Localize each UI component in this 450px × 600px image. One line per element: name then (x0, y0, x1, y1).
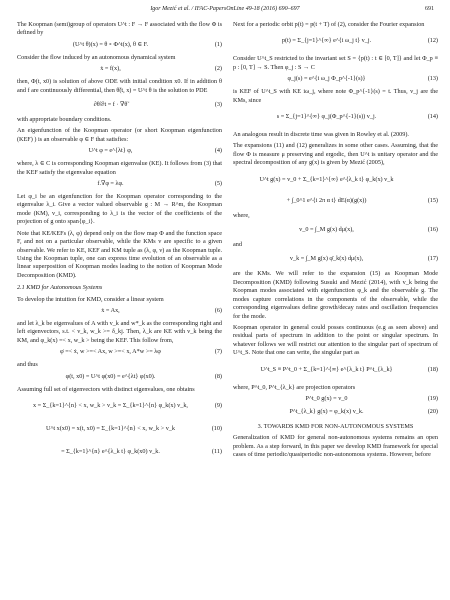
equation-8: φ(t, x0) = U^t φ(x0) = e^{λt} φ(x0). (8) (65, 372, 222, 380)
paragraph: is KEF of U^t_S with KE iω_j, where note Φ_p^{-1}(s) = t. Thus, v_j are the KMs, since (233, 88, 438, 104)
running-citation: Igor Mezić et al. / IFAC-PapersOnLine 49-18 (2016) 690–697 (150, 6, 300, 12)
equation-7: φ̇ =< ẋ, w >=< Ax, w >=< x, A*w >= λφ (7) (60, 348, 222, 356)
equation-20: P^t_{λ_k} g(x) = φ_k(x) v_k. (20) (289, 407, 438, 415)
right-column (233, 21, 438, 463)
paragraph: are the KMs. We will refer to the expansion (15) as Koopman Mode Decomposition (KMD) following Susuki and Mezić (2014), with v_k being the Koopman modes associated with eigenfunction φ_k and the observable g. The modes capture correlations in the components of the observable, while the corresponding eigenvalues define growth/decay rates and oscillation frequencies for the mode. (233, 270, 438, 320)
equation-13: φ_j(s) = e^{i ω_j Φ_p^{-1}(s)} (13) (287, 75, 438, 83)
equation-15-line-2: + ∫_0^1 e^{i 2π α t} dE(α)(g(x)) (15) (286, 196, 438, 204)
equation-12: p(t) = Σ_{j=1}^{∞} e^{i ω_j t} v_j. (12) (281, 37, 438, 45)
page-number: 691 (425, 6, 434, 12)
paragraph: Next for a periodic orbit p(t) = p(t + T) of (2), consider the Fourier expansion (233, 21, 425, 28)
equation-2: ẋ = f(x), (2) (100, 65, 222, 73)
equation-17: v_k = ∫_M g(x) φ̄_k(x) dμ(x), (17) (289, 255, 438, 263)
equation-19: P^t_0 g(x) = v_0 (19) (305, 394, 438, 402)
paragraph: with appropriate boundary conditions. (17, 116, 112, 124)
paragraph: Assuming full set of eigenvectors with distinct eigenvalues, one obtains (17, 385, 195, 393)
paragraph: An analogous result in discrete time was given in Rowley et al. (2009). (233, 131, 409, 139)
paragraph: Let φ_i be an eigenfunction for the Koopman operator corresponding to the eigenvalue λ_i. Give a vector valued observable g : M → R^m, the Koopman mode (KM), v_i, corresponding to λ_i is the vector of the coefficients of the projection of g onto span{φ_i}. (17, 193, 222, 226)
equation-16: v_0 = ∫_M g(x) dμ(x), (16) (299, 226, 438, 234)
paragraph: and thus (17, 361, 38, 369)
paragraph: The Koopman (semi)group of operators U^t : F → F associated with the flow Φ is defined by (17, 21, 222, 37)
paragraph: The expansions (11) and (12) generalizes in some other cases. Assuming, that the flow Φ is measure μ preserving and ergodic, then U^t is unitary operator and the spectral decomposition of any g(x) is given by Mezić (2005), (233, 142, 438, 167)
section-heading: 2.1 KMD for Autonomous Systems (17, 284, 103, 292)
section-heading: 3. TOWARDS KMD FOR NON-AUTONOMOUS SYSTEMS (257, 422, 414, 430)
left-column (17, 21, 222, 466)
paragraph: where, λ ∈ C is corresponding Koopman eigenvalue (KE). It follows from (3) that the KEF satisfy the eigenvalue equation (17, 160, 222, 176)
paragraph: To develop the intuition for KMD, consider a linear system (17, 295, 164, 303)
equation-18: U^t_S ≡ P^t_0 + Σ_{k=1}^{∞} e^{λ_k t} P^t_{λ_k} (18) (260, 365, 438, 373)
paragraph: Generalization of KMD for general non-autonomous systems remains an open problem. As a step forward, in this paper we develop KMD framework for special cases of time periodic/quasiperiodic non-autonomous systems. However, before (233, 434, 438, 459)
equation-5: f.∇φ = λφ. (5) (97, 180, 222, 188)
equation-4: U^t φ = e^{λt} φ, (4) (88, 147, 222, 155)
equation-10: U^t x(x0) = x(t, x0) = Σ_{k=1}^{n} < x, w_k > v_k (10) (46, 424, 222, 432)
equation-15-line-1: U^t g(x) = v_0 + Σ_{k=1}^{∞} e^{λ_k t} φ_k(x) v_k (259, 175, 394, 183)
paragraph: and let λ_k be eigenvalues of A with v_k and w*_k as the corresponding right and left eigenvectors, s.t. < v_k, w_k >= δ_kj. Then, λ_k are KE with v_k being the KM, and φ_k(x) =< x, w_k > being the KEF. This follow from, (17, 319, 222, 344)
paragraph: Consider U^t_S restricted to the invariant set S = {p(t) : t ∈ [0, T]} and let Φ_p ≡ p : [0, T] → S. Then φ_j : S → C (233, 55, 438, 71)
equation-9: x = Σ_{k=1}^{n} < x, w_k > v_k = Σ_{k=1}^{n} φ_k(x) v_k, (9) (33, 401, 222, 409)
paragraph: where, (233, 211, 250, 219)
paragraph: Note that KE/KEFs (λ, φ) depend only on the flow map Φ and the function space F, and not on a particular observable, while the KMs v are specific to a given observable. We refer to KE, KEF and KM tuple as (λ, φ, v) as the Koopman tuple. Using the Koopman tuple, one can express time evolution of an observable as a linear superposition of Koopman modes leading to the notion of Koopman Mode Decomposition (KMD). (17, 229, 222, 279)
paragraph: Consider the flow induced by an autonomous dynamical system (17, 53, 176, 61)
equation-14: s = Σ_{j=1}^{∞} φ_j(Φ_p^{-1}(s)) v_j. (14) (276, 113, 438, 121)
paragraph: and (233, 241, 242, 249)
paragraph: Koopman operator in general could posses continuous (e.g as seen above) and residual parts of spectrum in addition to the point or singular spectrum. In whatever follows we will restrict our attention to the singular part of spectrum of U^t_S. Note that one can write, the singular part as (233, 323, 438, 357)
paragraph: An eigenfunction of the Koopman operator (or short Koopman eigenfunction (KEF) ) is an observable φ ∈ F that satisfies: (17, 127, 222, 143)
equation-6: ẋ = Ax, (6) (101, 306, 222, 314)
equation-1: (U^t θ)(x) = θ ∘ Φ^t(x), θ ∈ F. (1) (72, 40, 222, 48)
equation-11: = Σ_{k=1}^{n} e^{λ_k t} φ_k(x0) v_k. (11) (61, 447, 222, 455)
paragraph: where, P^t_0, P^t_{λ_k} are projection operators (233, 383, 356, 391)
paragraph: then, Φ(t, x0) is solution of above ODE with initial condition x0. If in addition θ and f are continuously differential, then θ̃(t, x) = U^t θ is the solution to PDE (17, 78, 222, 94)
equation-3: ∂θ̃/∂t = f · ∇θ̃ (3) (93, 101, 222, 109)
